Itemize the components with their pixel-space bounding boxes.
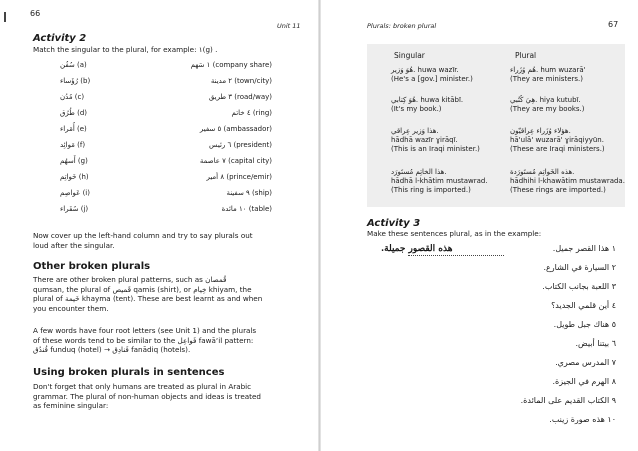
text-line: Don't forget that only humans are treated as plural in Arabic xyxy=(33,382,252,391)
match-pair xyxy=(60,205,272,218)
column-header-singular: Singular xyxy=(394,51,425,60)
plural-option: أَسهُم (g) xyxy=(60,157,88,165)
match-pair xyxy=(60,77,272,90)
singular-item: (ambassador) ٥ سفير xyxy=(199,125,272,133)
plural-option: أُمَراء (e) xyxy=(60,125,87,133)
singular-cell xyxy=(391,66,509,84)
activity-instruction: Make these sentences plural, as in the example: xyxy=(367,229,542,238)
arabic-sentence: هُوَ كِتابي. huwa kitābī. xyxy=(391,96,464,104)
plural-option: سُفَراء (j) xyxy=(60,205,89,213)
translation: (These are Iraqi ministers.) xyxy=(510,145,605,153)
exercise-sentence: ٩ الكتاب القديم على المائدة. xyxy=(520,396,616,405)
other-plurals-paragraph xyxy=(33,275,308,313)
plural-example-table xyxy=(367,44,625,207)
arabic-sentence: هذا وَزير عِراقي. xyxy=(391,127,439,135)
match-pair xyxy=(60,125,272,138)
plural-option: طُرُق (d) xyxy=(60,109,88,117)
page-number: 67 xyxy=(608,20,619,29)
exercise-sentence: ١٠ هذه صورة زينب. xyxy=(549,415,616,424)
singular-cell xyxy=(391,168,509,195)
running-header: Plurals: broken plural xyxy=(367,22,437,30)
section-heading: Using broken plurals in sentences xyxy=(33,367,225,378)
text-line: Now cover up the left-hand column and try to say plurals out xyxy=(33,231,253,240)
singular-item: (prince/emir) ٨ أمير xyxy=(206,173,272,181)
plural-option: خَواتِم (h) xyxy=(60,173,89,181)
table-header xyxy=(367,44,625,65)
match-pair xyxy=(60,93,272,106)
arabic-sentence: هِيَ كُتُبي. hiya kutubī. xyxy=(510,96,581,104)
exercise-sentence: ٨ الهرم في الجيزة. xyxy=(552,377,616,386)
running-header: Unit 11 xyxy=(277,22,301,30)
plural-option: رُؤَساء (b) xyxy=(60,77,91,85)
exercise-sentence: ١ هذا القصر جميل. xyxy=(552,244,616,253)
singular-item: (capital city) ٧ عاصمة xyxy=(199,157,272,165)
exercise-sentence: ٧ المدرس مصري. xyxy=(555,358,616,367)
table-row xyxy=(367,66,625,100)
arabic-sentence: هؤلاء وُزَراء عِراقيّون. xyxy=(510,127,571,135)
table-row xyxy=(367,168,625,202)
plural-cell xyxy=(510,96,628,114)
match-pair xyxy=(60,109,272,122)
answer-line xyxy=(408,255,504,256)
singular-item: (president) ٦ رئيس xyxy=(208,141,272,149)
exercise-sentence: ٥ هناك جبل طويل. xyxy=(553,320,616,329)
arabic-sentence: هُم وُزَراء. hum wuzarā' xyxy=(510,66,586,74)
translation: (He's a [gov.] minister.) xyxy=(391,75,473,83)
singular-item: (ring) ٤ خاتم xyxy=(231,109,272,117)
activity-instruction: Match the singular to the plural, for example: ١(g) . xyxy=(33,45,218,54)
arabic-sentence: هذه الخَواتِم مُستَورَدة. xyxy=(510,168,575,176)
plural-option: مُدُن (c) xyxy=(60,93,85,101)
text-line: There are other broken plural patterns, such as قُمصان xyxy=(33,275,227,284)
text-line: as feminine singular: xyxy=(33,401,109,411)
table-row xyxy=(367,127,625,161)
table-row xyxy=(367,96,625,130)
example-answer: هذه القصور جميلة. xyxy=(381,244,453,254)
match-pair xyxy=(60,173,272,186)
translation: (It's my book.) xyxy=(391,105,442,113)
translation: (This is an Iraqi minister.) xyxy=(391,145,480,153)
column-header-plural: Plural xyxy=(515,51,537,60)
singular-item: (town/city) ٢ مدينة xyxy=(210,77,272,85)
text-line: plural of خَيمة khayma (tent). These are best learnt as and when xyxy=(33,294,263,304)
translation: (They are my books.) xyxy=(510,105,585,113)
plural-cell xyxy=(510,66,628,84)
activity-title: Activity 2 xyxy=(33,33,87,44)
four-root-paragraph xyxy=(33,326,308,355)
left-page xyxy=(0,0,318,451)
plural-option: عَواصِم (i) xyxy=(60,189,90,197)
match-pair xyxy=(60,157,272,170)
cover-up-instruction xyxy=(33,231,303,250)
plural-option: سُفُن (a) xyxy=(60,61,87,69)
plural-cell xyxy=(510,127,628,154)
text-line: فُندُق funduq (hotel) → فَنادِق fanādiq (hotels). xyxy=(33,345,191,355)
exercise-sentence: ٦ بيتنا أبيض. xyxy=(575,339,616,348)
transliteration: hā'ulā' wuzarā' ɣirāqiyyūn. xyxy=(510,136,604,144)
text-line: loud after the singular. xyxy=(33,240,115,250)
singular-item: (ship) ٩ سفينة xyxy=(226,189,272,197)
match-pair xyxy=(60,141,272,154)
section-heading: Other broken plurals xyxy=(33,261,151,272)
singular-cell xyxy=(391,127,509,154)
text-line: of these words tend to be similar to the فَواعِل fawā‘il pattern: xyxy=(33,335,254,345)
singular-item: (table) ١٠ مائدة xyxy=(221,205,272,213)
match-pair xyxy=(60,189,272,202)
exercise-sentence: ٣ اللعبة بجانب الكتاب. xyxy=(542,282,616,291)
transliteration: hādhihi l-khawātim mustawrada. xyxy=(510,177,625,185)
activity-title: Activity 3 xyxy=(367,218,421,229)
singular-cell xyxy=(391,96,509,114)
arabic-sentence: هذا الخاتِم مُستَورَد. xyxy=(391,168,447,176)
sentences-paragraph xyxy=(33,382,308,411)
plural-option: مَوائِد (f) xyxy=(60,141,86,149)
text-line: qumsan, the plural of قَميص qamis (shirt), or خِيام khiyam, the xyxy=(33,284,252,294)
match-pair xyxy=(60,61,272,74)
singular-item: (road/way) ٣ طريق xyxy=(208,93,272,101)
text-line: you encounter them. xyxy=(33,303,109,313)
exercise-sentence: ٤ أين قلمي الجديد؟ xyxy=(551,301,616,310)
arabic-sentence: هُوَ وَزير. huwa wazīr. xyxy=(391,66,459,74)
transliteration: hādhā l-khātim mustawrad. xyxy=(391,177,488,185)
exercise-sentence: ٢ السيارة في الشارع. xyxy=(543,263,616,272)
text-line: grammar. The plural of non-human objects and ideas is treated xyxy=(33,391,261,401)
translation: (They are ministers.) xyxy=(510,75,583,83)
singular-item: (company share) ١ سَهم xyxy=(190,61,272,69)
plural-cell xyxy=(510,168,628,195)
book-gutter xyxy=(318,0,321,451)
page-number: 66 xyxy=(30,9,41,18)
text-line: A few words have four root letters (see Unit 1) and the plurals xyxy=(33,326,257,335)
translation: (This ring is imported.) xyxy=(391,186,471,194)
transliteration: hādhā wazīr ɣirāqī. xyxy=(391,136,458,144)
translation: (These rings are imported.) xyxy=(510,186,606,194)
